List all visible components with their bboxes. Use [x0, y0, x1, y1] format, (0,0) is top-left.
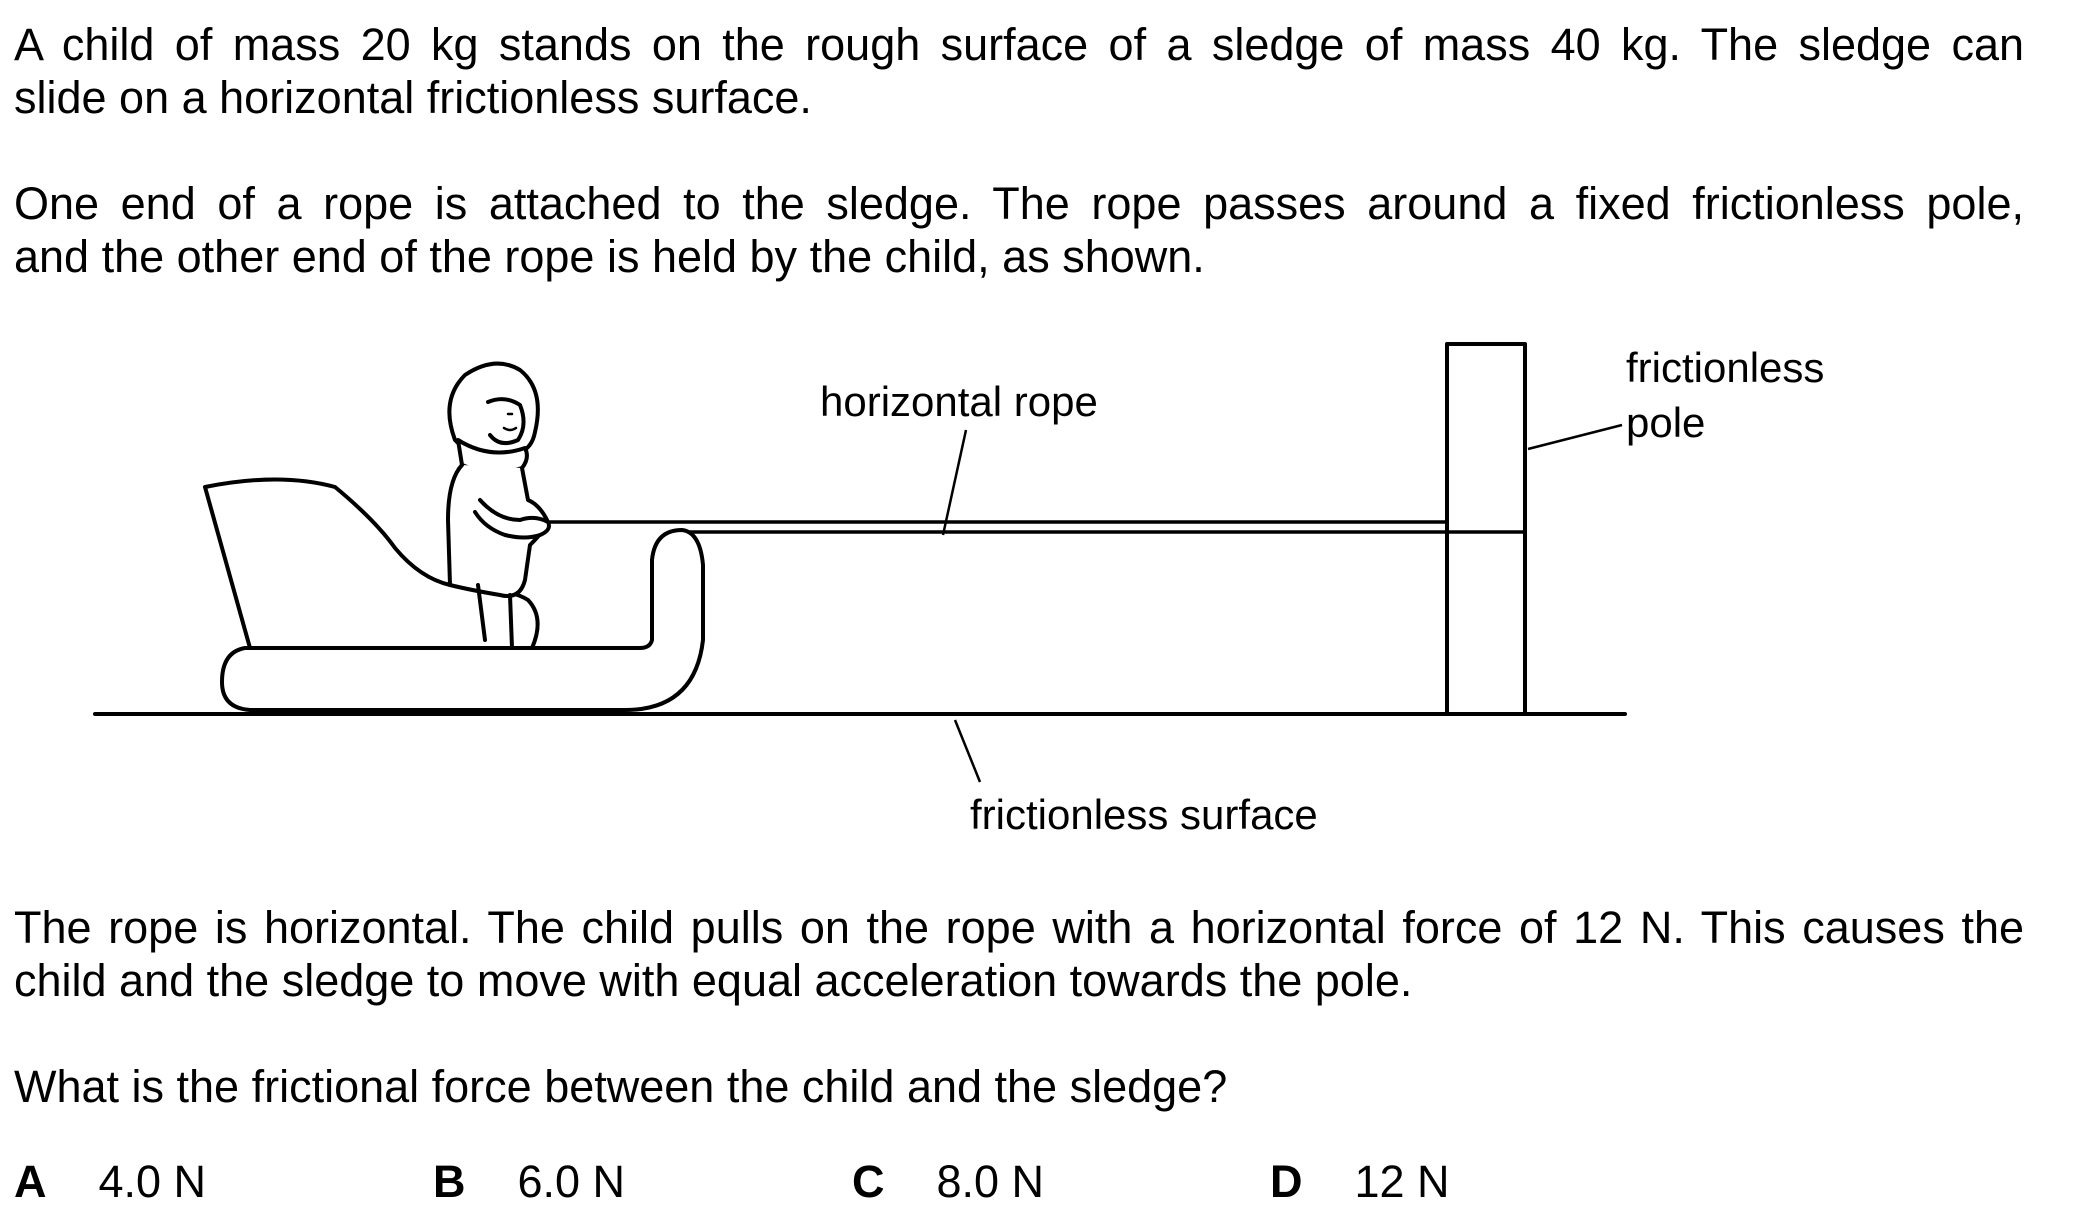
- option-c-value: 8.0 N: [936, 1156, 1045, 1207]
- intro-paragraph: [14, 18, 2024, 124]
- option-d[interactable]: [1270, 1155, 1450, 1208]
- option-b-value: 6.0 N: [517, 1156, 626, 1207]
- pole: [1447, 344, 1525, 714]
- rope-pointer: [943, 430, 966, 535]
- option-b[interactable]: [433, 1155, 625, 1208]
- setup-line-2: and the other end of the rope is held by the child, as shown.: [14, 231, 1205, 282]
- prompt-text: What is the frictional force between the child and the sledge?: [14, 1061, 1228, 1112]
- surface-pointer: [955, 720, 980, 782]
- pole-pointer: [1528, 425, 1622, 449]
- option-d-value: 12 N: [1354, 1156, 1450, 1207]
- option-d-letter: D: [1270, 1156, 1303, 1207]
- condition-line-2: child and the sledge to move with equal acceleration towards the pole.: [14, 955, 1413, 1006]
- option-a-letter: A: [14, 1156, 47, 1207]
- option-c[interactable]: [852, 1155, 1044, 1208]
- pole-label-line1: frictionless: [1626, 344, 1825, 391]
- pole-label-line2: pole: [1626, 399, 1706, 446]
- option-c-letter: C: [852, 1156, 885, 1207]
- intro-line-2: slide on a horizontal frictionless surface.: [14, 72, 812, 123]
- option-a-value: 4.0 N: [98, 1156, 207, 1207]
- condition-line-1: The rope is horizontal. The child pulls on the rope with a horizontal force of 12 N. This causes the: [14, 902, 2024, 953]
- option-b-letter: B: [433, 1156, 466, 1207]
- sledge-diagram: [0, 330, 1825, 850]
- condition-paragraph: [14, 901, 2024, 1007]
- surface-label: frictionless surface: [970, 791, 1318, 838]
- question-prompt: [14, 1060, 2024, 1113]
- setup-line-1: One end of a rope is attached to the sledge. The rope passes around a fixed frictionless pole,: [14, 178, 2024, 229]
- rope-label: horizontal rope: [820, 378, 1098, 425]
- setup-paragraph: [14, 177, 2024, 283]
- intro-line-1: A child of mass 20 kg stands on the rough surface of a sledge of mass 40 kg. The sledge can: [14, 19, 2024, 70]
- option-a[interactable]: [14, 1155, 206, 1208]
